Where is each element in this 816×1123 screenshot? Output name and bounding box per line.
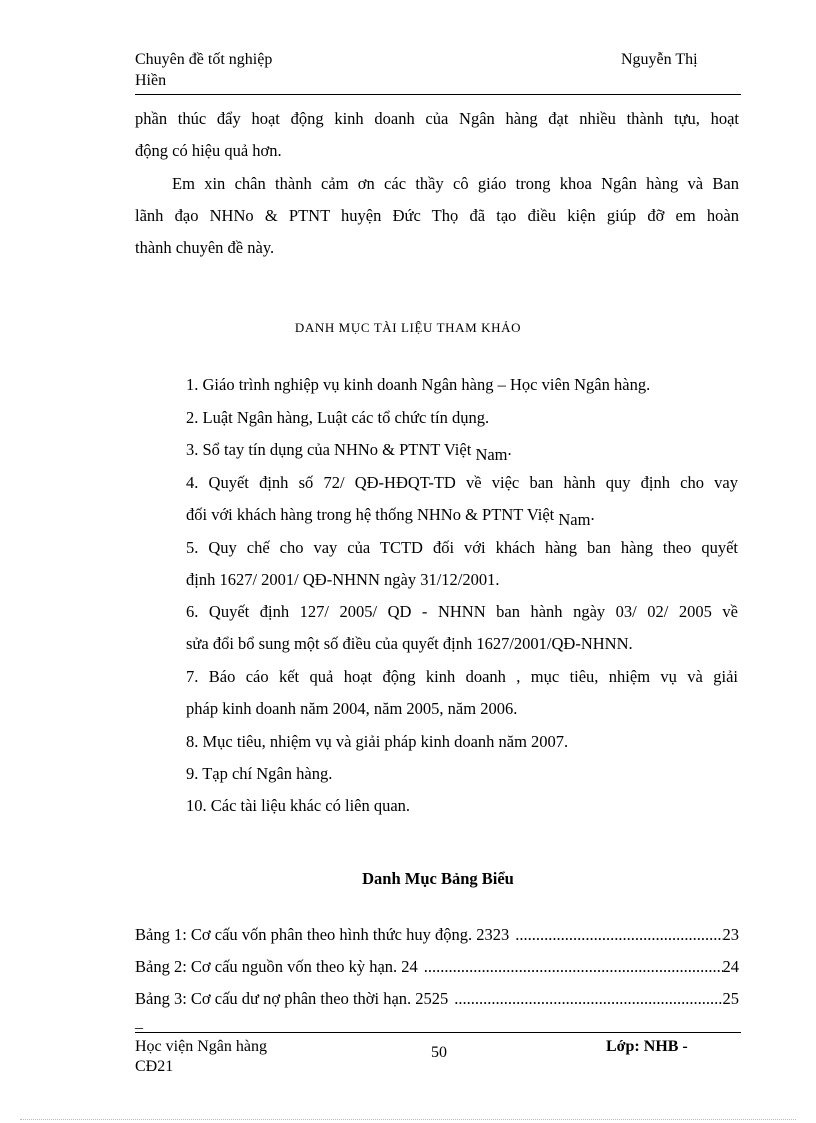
toc-row-2[interactable] bbox=[135, 957, 739, 977]
reference-6-line1: 6. Quyết định 127/ 2005/ QD - NHNN ban hành ngày 03/ 02/ 2005 về bbox=[186, 602, 738, 621]
header-author-name: Nguyễn Thị bbox=[621, 51, 698, 68]
body-para2-line3: thành chuyên đề này. bbox=[135, 238, 275, 257]
body-para1-line2: động có hiệu quả hơn. bbox=[135, 141, 282, 160]
header-author-surname: Hiền bbox=[135, 72, 167, 89]
toc-row-3[interactable] bbox=[135, 989, 739, 1009]
reference-9: 9. Tạp chí Ngân hàng. bbox=[186, 764, 333, 783]
toc-row-1-label: Bảng 1: Cơ cấu vốn phân theo hình thức huy động. 2323 bbox=[135, 925, 510, 944]
toc-row-1-page: 23 bbox=[722, 925, 739, 944]
footer-class-code: CĐ21 bbox=[135, 1058, 174, 1075]
reference-3: 3. Sổ tay tín dụng của NHNo & PTNT Việt Nam. bbox=[186, 440, 512, 464]
toc-row-2-label: Bảng 2: Cơ cấu nguồn vốn theo kỳ hạn. 24 bbox=[135, 957, 418, 976]
header-left-title: Chuyên đề tốt nghiệp bbox=[135, 51, 273, 68]
reference-7-line1: 7. Báo cáo kết quả hoạt động kinh doanh , mục tiêu, nhiệm vụ và giải bbox=[186, 667, 738, 686]
body-para1-line1: phần thúc đẩy hoạt động kinh doanh của Ngân hàng đạt nhiều thành tựu, hoạt bbox=[135, 109, 739, 128]
toc-row-1-leader bbox=[509, 925, 722, 945]
footer-dash: _ bbox=[135, 1014, 143, 1031]
page-bottom-border bbox=[20, 1119, 796, 1120]
toc-row-1[interactable] bbox=[135, 925, 739, 945]
reference-2: 2. Luật Ngân hàng, Luật các tổ chức tín dụng. bbox=[186, 408, 490, 427]
body-para2-line2: lãnh đạo NHNo & PTNT huyện Đức Thọ đã tạo điều kiện giúp đỡ em hoàn bbox=[135, 206, 739, 225]
references-title: DANH MỤC TÀI LIỆU THAM KHẢO bbox=[294, 320, 522, 335]
reference-4-line2: đối với khách hàng trong hệ thống NHNo & PTNT Việt Nam. bbox=[186, 505, 595, 529]
reference-10: 10. Các tài liệu khác có liên quan. bbox=[186, 796, 411, 815]
header-rule bbox=[135, 94, 741, 95]
reference-6-line2: sửa đổi bổ sung một số điều của quyết định 1627/2001/QĐ-NHNN. bbox=[186, 634, 633, 653]
reference-5-line2: định 1627/ 2001/ QĐ-NHNN ngày 31/12/2001. bbox=[186, 570, 500, 589]
page-number: 50 bbox=[431, 1044, 447, 1061]
reference-5-line1: 5. Quy chế cho vay của TCTD đối với khách hàng ban hàng theo quyết bbox=[186, 538, 738, 557]
reference-8: 8. Mục tiêu, nhiệm vụ và giải pháp kinh doanh năm 2007. bbox=[186, 732, 569, 751]
reference-1: 1. Giáo trình nghiệp vụ kinh doanh Ngân hàng – Học viên Ngân hàng. bbox=[186, 375, 651, 394]
footer-rule bbox=[135, 1032, 741, 1033]
footer-institution: Học viện Ngân hàng bbox=[135, 1038, 267, 1055]
reference-7-line2: pháp kinh doanh năm 2004, năm 2005, năm 2006. bbox=[186, 699, 518, 718]
toc-row-3-page: 25 bbox=[722, 989, 739, 1008]
toc-row-3-leader bbox=[448, 989, 722, 1009]
tables-list-title: Danh Mục Bảng Biểu bbox=[362, 869, 514, 888]
toc-row-2-page: 24 bbox=[722, 957, 739, 976]
toc-row-2-leader bbox=[418, 957, 723, 977]
toc-row-3-label: Bảng 3: Cơ cấu dư nợ phân theo thời hạn. 2525 bbox=[135, 989, 449, 1008]
reference-4-line1: 4. Quyết định số 72/ QĐ-HĐQT-TD về việc ban hành quy định cho vay bbox=[186, 473, 738, 492]
body-para2-line1: Em xin chân thành cảm ơn các thầy cô giáo trong khoa Ngân hàng và Ban bbox=[172, 174, 739, 193]
footer-class-label: Lớp: NHB - bbox=[606, 1038, 688, 1055]
